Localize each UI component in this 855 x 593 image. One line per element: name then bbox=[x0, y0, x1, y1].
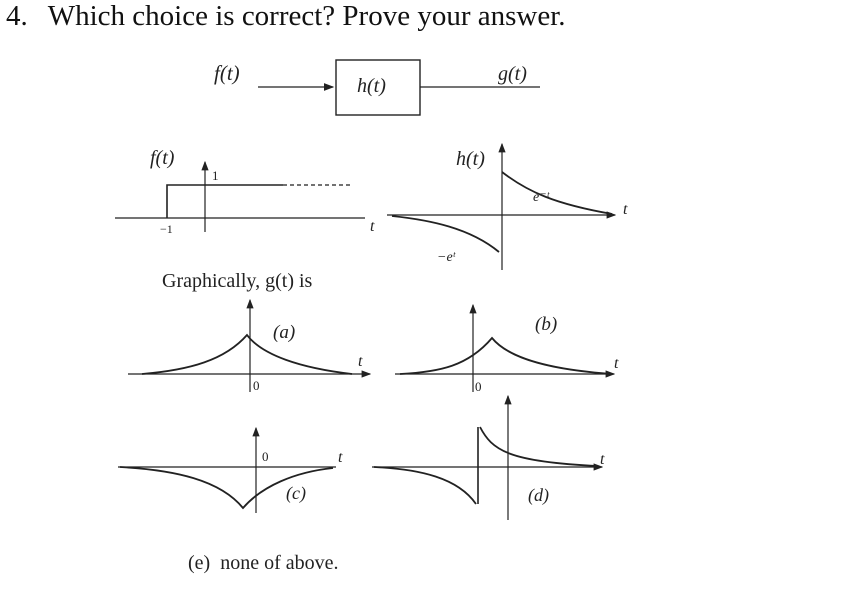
choice-c-plot bbox=[118, 428, 343, 513]
choice-b-plot bbox=[395, 305, 619, 394]
c-origin: 0 bbox=[262, 449, 269, 464]
f-level-label: 1 bbox=[212, 168, 219, 183]
f-pulse bbox=[167, 185, 283, 218]
h-right-label: e⁻ᵗ bbox=[533, 190, 549, 205]
f-tick-label: −1 bbox=[160, 222, 173, 236]
f-ylabel: f(t) bbox=[150, 147, 175, 169]
f-xlabel: t bbox=[370, 218, 375, 235]
d-right-branch bbox=[480, 427, 598, 466]
b-curve bbox=[400, 338, 612, 374]
output-label: g(t) bbox=[498, 63, 527, 85]
choice-d-plot bbox=[372, 396, 605, 520]
h-ylabel: h(t) bbox=[456, 148, 485, 170]
a-xlabel: t bbox=[358, 353, 363, 370]
f-plot bbox=[115, 147, 375, 236]
h-left-branch bbox=[392, 216, 499, 252]
b-xlabel: t bbox=[614, 355, 619, 372]
h-right-branch bbox=[502, 172, 612, 214]
d-xlabel: t bbox=[600, 451, 605, 468]
h-plot bbox=[387, 144, 628, 270]
input-label: f(t) bbox=[214, 61, 240, 85]
b-label: (b) bbox=[535, 314, 558, 335]
c-xlabel: t bbox=[338, 449, 343, 466]
block-diagram bbox=[214, 60, 540, 115]
question-number: 4. bbox=[6, 0, 28, 32]
a-curve bbox=[142, 335, 352, 374]
b-origin: 0 bbox=[475, 379, 482, 394]
h-left-label: −eᵗ bbox=[437, 250, 456, 265]
a-origin: 0 bbox=[253, 378, 260, 393]
d-label: (d) bbox=[528, 485, 549, 505]
choice-e-text: (e) none of above. bbox=[188, 552, 339, 574]
question-text: Which choice is correct? Prove your answer. bbox=[47, 0, 566, 32]
choice-a-plot bbox=[128, 300, 370, 393]
h-xlabel: t bbox=[623, 201, 628, 218]
system-label: h(t) bbox=[357, 75, 386, 97]
d-left-branch bbox=[374, 467, 476, 504]
a-label: (a) bbox=[273, 322, 296, 343]
c-label: (c) bbox=[286, 483, 306, 503]
prompt-text: Graphically, g(t) is bbox=[162, 270, 313, 292]
